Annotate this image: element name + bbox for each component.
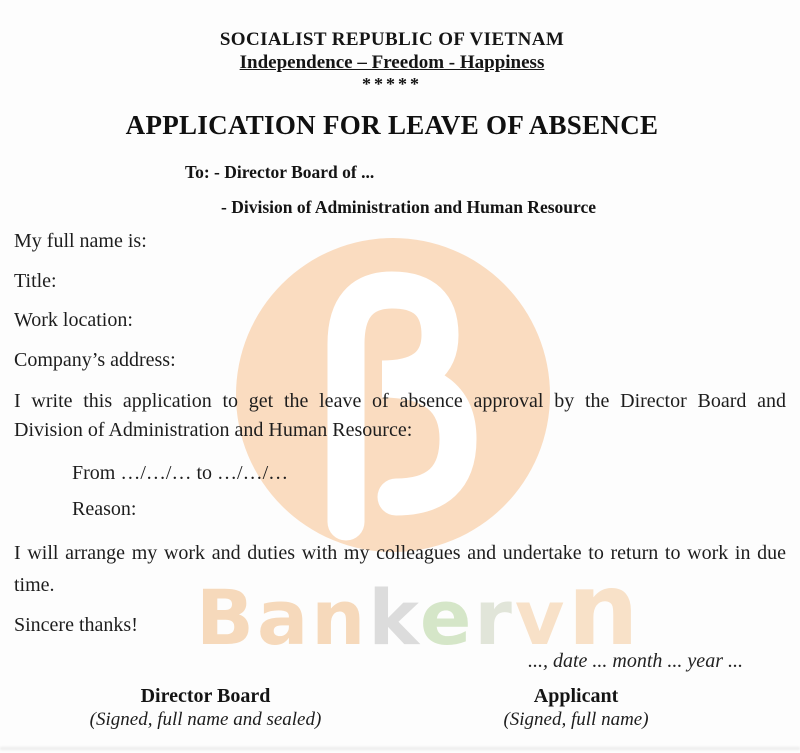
recipient-line-director-board: To: - Director Board of ... [185,162,375,182]
undertake-paragraph-line-1: I will arrange my work and duties with my colleagues and undertake to return to work in due [14,542,786,564]
stars-separator: ***** [362,74,422,94]
signature-role-applicant: Applicant [533,685,619,707]
field-title: Title: [14,270,57,292]
undertake-paragraph-line-2: time. [14,574,55,596]
page-bottom-edge-artifact [0,747,800,750]
date-place-line: ..., date ... month ... year ... [528,650,743,672]
brand-letter: a [256,573,312,662]
field-work-location: Work location: [14,309,133,331]
brand-letter: k [368,573,420,662]
brand-letter: v [514,573,568,662]
brand-letter: r [474,573,515,662]
brand-letter: B [196,573,257,662]
signature-note-director-board: (Signed, full name and sealed) [89,709,322,730]
national-header: SOCIALIST REPUBLIC OF VIETNAM [219,29,565,50]
recipient-line-division: - Division of Administration and Human Resource [221,197,596,217]
field-company-address: Company’s address: [14,349,176,371]
sincere-thanks-line: Sincere thanks! [14,614,138,636]
signature-block-applicant [440,685,712,731]
from-to-dates-line: From …/…/… to …/…/… [72,462,289,484]
national-motto: Independence – Freedom - Happiness [239,52,545,73]
brand-letter: n [567,551,642,668]
signature-block-director-board [58,685,353,731]
document-title: APPLICATION FOR LEAVE OF ABSENCE [125,110,659,140]
reason-line: Reason: [72,498,137,520]
signature-note-applicant: (Signed, full name) [503,709,649,730]
request-paragraph-line-2: Division of Administration and Human Resource: [14,419,413,441]
brand-letter: n [311,573,369,662]
request-paragraph-line-1: I write this application to get the leave of absence approval by the Director Board and [14,390,786,412]
brand-letter: e [419,573,475,662]
signature-role-director-board: Director Board [140,685,271,707]
field-full-name: My full name is: [14,230,147,252]
